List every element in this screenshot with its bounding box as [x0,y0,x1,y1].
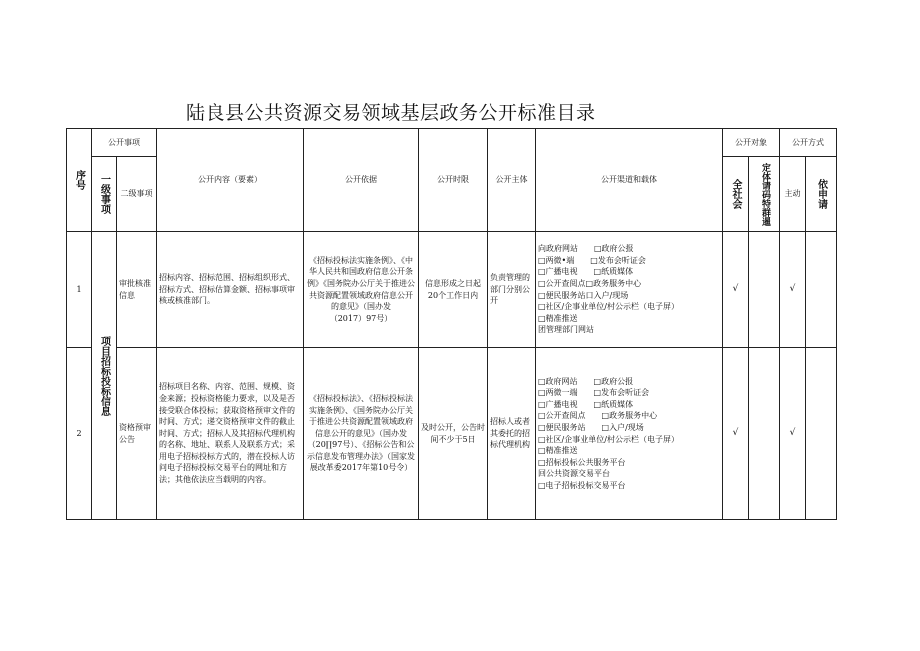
header-row-1 [67,129,837,157]
row-request [806,232,837,348]
row-public: √ [723,232,749,348]
row-seq: 2 [67,348,92,520]
row-request [806,348,837,520]
header-target-specific-label: 定体请码特群暹 [759,162,770,226]
header-level1 [92,157,117,232]
level1-item [92,232,117,520]
header-target-specific [749,157,780,232]
row-basis: 《招标投标法实施条例》、《中华人民共和国政府信息公开条例》《国务院办公厅关于推进公共资源配置领域政府信息公开的意见》（国办发 （2017）97号） [304,232,419,348]
row-level2: 审批核准信息 [117,232,157,348]
row-specific [749,232,780,348]
header-target-group: 公开对象 [723,129,780,157]
row-channel: 向政府网站 □政府公报 □两微•端 □发布会听证会 □广播电视 □纸质媒体 □公开查阅点□政务服务中心 □便民服务站口入户/现场 □社区/企事业单位/村公示栏（电子屏） □精准推送 团管理部门网站 [536,232,723,348]
row-active: √ [780,348,806,520]
header-item-group: 公开事项 [92,129,157,157]
header-content: 公开内容（要素） [157,129,304,232]
row-time: 信息形成之日起20个工作日内 [419,232,488,348]
header-seq [67,129,92,232]
row-active: √ [780,232,806,348]
header-subject: 公开主体 [488,129,536,232]
header-mode-request-label: 依申请 [815,179,827,209]
row-subject: 负责管理的部门分别公开 [488,232,536,348]
header-seq-label: 序号 [73,170,85,190]
table-row [67,232,837,348]
row-level2: 资格预审公告 [117,348,157,520]
header-mode-group: 公开方式 [780,129,837,157]
row-content: 招标内容、招标范围、招标组织形式、招标方式、招标估算金额、招标事项审核或核准部门。 [157,232,304,348]
row-public: √ [723,348,749,520]
header-time: 公开时限 [419,129,488,232]
header-basis: 公开依据 [304,129,419,232]
row-time: 及时公开，公告时间不少于5日 [419,348,488,520]
row-channel: □政府网站 □政府公报 □两微一端 □发布会听证会 □广播电视 □纸质媒体 □公开查阅点 □政务服务中心 □便民服务站 □入户/现场 □社区/企事业单位/村公示栏（电子屏） □精准推送 □招标投标公共服务平台 回公共资源交易平台 □电子招标投标交易平台 [536,348,723,520]
row-specific [749,348,780,520]
level1-item-label: 项目招标投标信息 [98,335,110,416]
row-subject: 招标人或者其委托的招标代理机构 [488,348,536,520]
header-channel: 公开渠道和载体 [536,129,723,232]
row-basis: 《招标投标法》、《招标投标法实施条例》、《国务院办公厅关于推进公共资源配置领域政府信息公开的意见》（国办发 （20∏97号）、《招标公告和公示信息发布管理办法》（国家发展改革委2017年第10号令） [304,348,419,520]
header-mode-active: 主动 [780,157,806,232]
header-level1-label: 一级事项 [98,174,110,214]
header-target-public-label: 全社会 [730,179,741,209]
header-level2: 二级事项 [117,157,157,232]
row-seq: 1 [67,232,92,348]
table-row [67,348,837,520]
row-content: 招标项目名称、内容、范围、规模、资金来源；投标资格能力要求，以及是否接受联合体投标；获取资格预审文件的时间、方式；递交资格预审文件的截止时间、方式；招标人及其招标代理机构的名称、地址、联系人及联系方式；采用电子招标投标方式的，潜在投标人访问电子招标投标交易平台的网址和方法；其他依法应当载明的内容。 [157,348,304,520]
catalog-table [66,128,837,520]
page-title: 陆良县公共资源交易领域基层政务公开标准目录 [186,102,596,124]
header-mode-request [806,157,837,232]
header-target-public [723,157,749,232]
